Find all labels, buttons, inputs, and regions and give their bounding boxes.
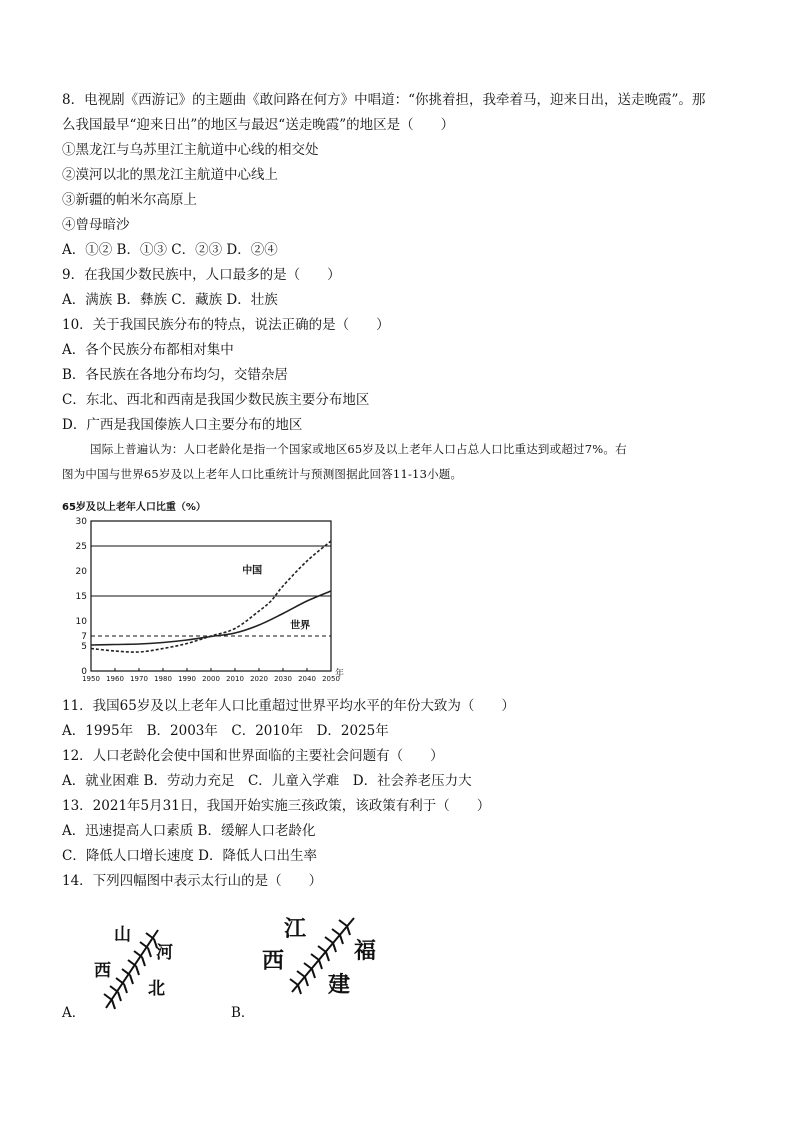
q10-stem: 10．关于我国民族分布的特点，说法正确的是（ ） bbox=[62, 317, 390, 333]
q12-options: A．就业困难 B．劳动力充足 C．儿童入学难 D．社会养老压力大 bbox=[62, 773, 472, 789]
q13-options-cd: C．降低人口增长速度 D．降低人口出生率 bbox=[62, 848, 317, 864]
x-tick-label: 2010 bbox=[226, 675, 244, 683]
map-b-char-3: 西 bbox=[262, 949, 285, 974]
map-b-figure bbox=[258, 906, 384, 1006]
map-b-char-4: 建 bbox=[328, 973, 351, 998]
q8-item-3: ③新疆的帕米尔高原上 bbox=[62, 192, 197, 208]
q8-stem-line1: 8．电视剧《西游记》的主题曲《敢问路在何方》中唱道：“你挑着担，我牵着马，迎来日出，送走晚霞”。那 bbox=[62, 92, 706, 108]
y-tick-label: 15 bbox=[75, 592, 87, 602]
map-a-char-1: 山 bbox=[114, 925, 131, 945]
q11-options: A．1995年 B．2003年 C．2010年 D．2025年 bbox=[62, 723, 389, 739]
q12-stem: 12．人口老龄化会使中国和世界面临的主要社会问题有（ ） bbox=[62, 748, 444, 764]
y-tick-label: 20 bbox=[75, 567, 87, 577]
q10-option-c: C．东北、西北和西南是我国少数民族主要分布地区 bbox=[62, 392, 370, 408]
map-a-char-3: 西 bbox=[94, 961, 111, 981]
intro-line1: 国际上普遍认为：人口老龄化是指一个国家或地区65岁及以上老年人口占总人口比重达到或超过7%。右 bbox=[90, 442, 627, 456]
x-tick-label: 1960 bbox=[106, 675, 124, 683]
x-tick-label: 2030 bbox=[274, 675, 292, 683]
q14-stem: 14．下列四幅图中表示太行山的是（ ） bbox=[62, 873, 323, 889]
x-tick-label: 1970 bbox=[130, 675, 148, 683]
map-a-taihang-figure bbox=[86, 912, 196, 1012]
q10-option-a: A．各个民族分布都相对集中 bbox=[62, 342, 234, 358]
map-a-char-2: 河 bbox=[156, 943, 173, 963]
q13-options-ab: A．迅速提高人口素质 B．缓解人口老龄化 bbox=[62, 823, 316, 839]
q9-options: A．满族 B．彝族 C．藏族 D．壮族 bbox=[62, 292, 278, 308]
q8-item-4: ④曾母暗沙 bbox=[62, 217, 130, 233]
series-line-china bbox=[91, 541, 331, 652]
map-b-char-1: 江 bbox=[284, 917, 307, 942]
map-a-char-4: 北 bbox=[148, 979, 165, 999]
q10-option-d: D．广西是我国傣族人口主要分布的地区 bbox=[62, 417, 303, 433]
q8-stem-line2: 么我国最早“迎来日出”的地区与最迟“送走晚霞”的地区是（ ） bbox=[62, 117, 455, 133]
y-tick-label: 5 bbox=[81, 642, 87, 652]
y-tick-label: 0 bbox=[81, 667, 87, 677]
map-a-label: A． bbox=[62, 1005, 86, 1021]
x-tick-label: 2050 bbox=[322, 675, 340, 683]
q13-stem: 13．2021年5月31日，我国开始实施三孩政策，该政策有利于（ ） bbox=[62, 798, 491, 814]
series-line-world bbox=[91, 591, 331, 645]
q8-options: A．①② B．①③ C．②③ D．②④ bbox=[62, 242, 278, 258]
chart-title: 65岁及以上老年人口比重（%） bbox=[62, 502, 206, 513]
x-tick-label: 2020 bbox=[250, 675, 268, 683]
y-tick-label: 25 bbox=[75, 542, 87, 552]
aging-population-chart bbox=[58, 496, 378, 686]
y-tick-label: 30 bbox=[75, 517, 87, 527]
x-tick-label: 2000 bbox=[202, 675, 220, 683]
q8-item-1: ①黑龙江与乌苏里江主航道中心线的相交处 bbox=[62, 142, 319, 158]
x-tick-label: 1990 bbox=[178, 675, 196, 683]
intro-line2: 图为中国与世界65岁及以上老年人口比重统计与预测图据此回答11-13小题。 bbox=[62, 467, 463, 481]
map-b-label: B． bbox=[231, 1005, 255, 1021]
q10-option-b: B．各民族在各地分布均匀，交错杂居 bbox=[62, 367, 288, 383]
x-tick-label: 2040 bbox=[298, 675, 316, 683]
q11-stem: 11．我国65岁及以上老年人口比重超过世界平均水平的年份大致为（ ） bbox=[62, 698, 515, 714]
x-tick-label: 1980 bbox=[154, 675, 172, 683]
x-tick-label: 1950 bbox=[82, 675, 100, 683]
q9-stem: 9．在我国少数民族中，人口最多的是（ ） bbox=[62, 267, 341, 283]
y-tick-label: 7 bbox=[81, 632, 87, 642]
map-b-char-2: 福 bbox=[354, 939, 377, 964]
series-label-china: 中国 bbox=[242, 565, 263, 577]
q8-item-2: ②漠河以北的黑龙江主航道中心线上 bbox=[62, 167, 278, 183]
series-label-world: 世界 bbox=[290, 620, 311, 632]
y-tick-label: 10 bbox=[75, 617, 87, 627]
x-axis-unit: 年 bbox=[335, 669, 345, 679]
